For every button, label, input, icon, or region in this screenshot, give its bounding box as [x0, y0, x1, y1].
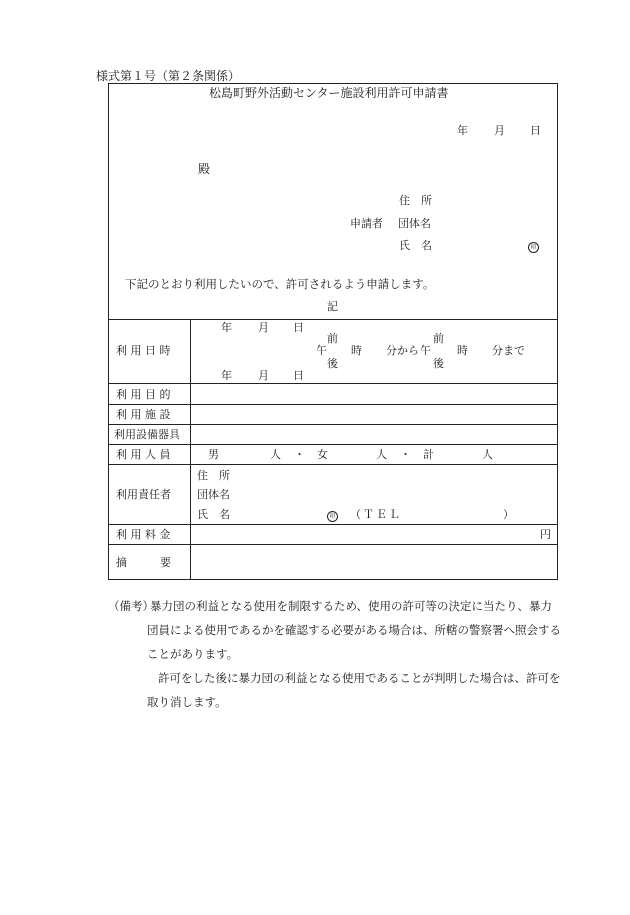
- people-separator: ・: [294, 448, 305, 461]
- applicant-address-label: 住 所: [399, 194, 432, 207]
- row-divider: [108, 544, 558, 545]
- start-go-label: 午: [316, 344, 327, 357]
- responsible-name-label: 氏 名: [197, 508, 230, 521]
- notes-line-1: 暴力団の利益となる使用を制限するため、使用の許可等の決定に当たり、暴力: [150, 599, 553, 613]
- row-divider: [108, 404, 558, 405]
- people-total-label: 計: [423, 448, 434, 461]
- responsible-tel-close: ）: [503, 508, 514, 521]
- datetime-month-2: 月: [258, 369, 269, 382]
- end-go-label: 午: [420, 344, 431, 357]
- document-title: 松島町野外活動センター施設利用許可申請書: [209, 86, 449, 100]
- start-am-label: 前: [327, 332, 338, 345]
- responsible-seal-mark: 印: [327, 511, 338, 522]
- datetime-day-2: 日: [293, 369, 304, 382]
- responsible-address-label: 住 所: [197, 469, 230, 482]
- end-pm-label: 後: [433, 357, 444, 370]
- end-hour-unit: 時: [457, 344, 468, 357]
- row-label-purpose: 利 用 目 的: [116, 388, 171, 401]
- row-label-fee: 利 用 料 金: [116, 528, 171, 541]
- applicant-group-label: 団体名: [398, 217, 431, 230]
- date-day: 日: [530, 124, 541, 137]
- row-label-summary: 摘 要: [116, 556, 171, 569]
- people-male-unit: 人: [270, 448, 281, 461]
- row-divider: [108, 424, 558, 425]
- applicant-label: 申請者: [350, 217, 383, 230]
- end-am-label: 前: [433, 332, 444, 345]
- row-label-datetime: 利 用 日 時: [116, 344, 171, 357]
- end-minute-until: 分まで: [492, 344, 525, 357]
- request-statement: 下記のとおり利用したいので、許可されるよう申請します。: [125, 277, 435, 291]
- ki-label: 記: [327, 300, 338, 313]
- datetime-year-2: 年: [221, 369, 232, 382]
- row-label-responsible: 利用責任者: [116, 488, 171, 501]
- notes-line-4: 許可をした後に暴力団の利益となる使用であることが判明した場合は、許可を: [158, 671, 561, 685]
- start-hour-unit: 時: [351, 344, 362, 357]
- row-divider: [108, 444, 558, 445]
- form-number: 様式第１号（第２条関係）: [96, 69, 241, 83]
- row-divider: [108, 464, 558, 465]
- people-female-label: 女: [317, 448, 328, 461]
- notes-line-3: ことがあります。: [147, 647, 239, 661]
- datetime-day-1: 日: [293, 321, 304, 334]
- row-label-equipment: 利用設備器具: [114, 428, 180, 441]
- people-female-unit: 人: [376, 448, 387, 461]
- row-label-facility: 利 用 施 設: [116, 408, 171, 421]
- notes-label: （備考）: [108, 599, 154, 613]
- notes-line-5: 取り消します。: [147, 695, 227, 709]
- people-male-label: 男: [208, 448, 219, 461]
- responsible-tel-label: （ＴＥＬ: [350, 508, 402, 521]
- row-label-people: 利 用 人 員: [116, 448, 171, 461]
- responsible-group-label: 団体名: [197, 488, 230, 501]
- start-minute-from: 分から: [386, 344, 419, 357]
- row-divider: [108, 524, 558, 525]
- addressee-suffix: 殿: [198, 162, 211, 176]
- label-column-divider: [190, 319, 191, 580]
- datetime-month-1: 月: [258, 321, 269, 334]
- row-divider: [108, 383, 558, 384]
- date-year: 年: [457, 124, 468, 137]
- datetime-year-1: 年: [221, 321, 232, 334]
- start-pm-label: 後: [327, 357, 338, 370]
- fee-unit: 円: [540, 528, 551, 541]
- people-separator: ・: [400, 448, 411, 461]
- date-month: 月: [494, 124, 505, 137]
- people-total-unit: 人: [482, 448, 493, 461]
- notes-line-2: 団員による使用であるかを確認する必要がある場合は、所轄の警察署へ照会する: [147, 623, 561, 637]
- applicant-seal-mark: 印: [528, 242, 539, 253]
- applicant-name-label: 氏 名: [399, 239, 432, 252]
